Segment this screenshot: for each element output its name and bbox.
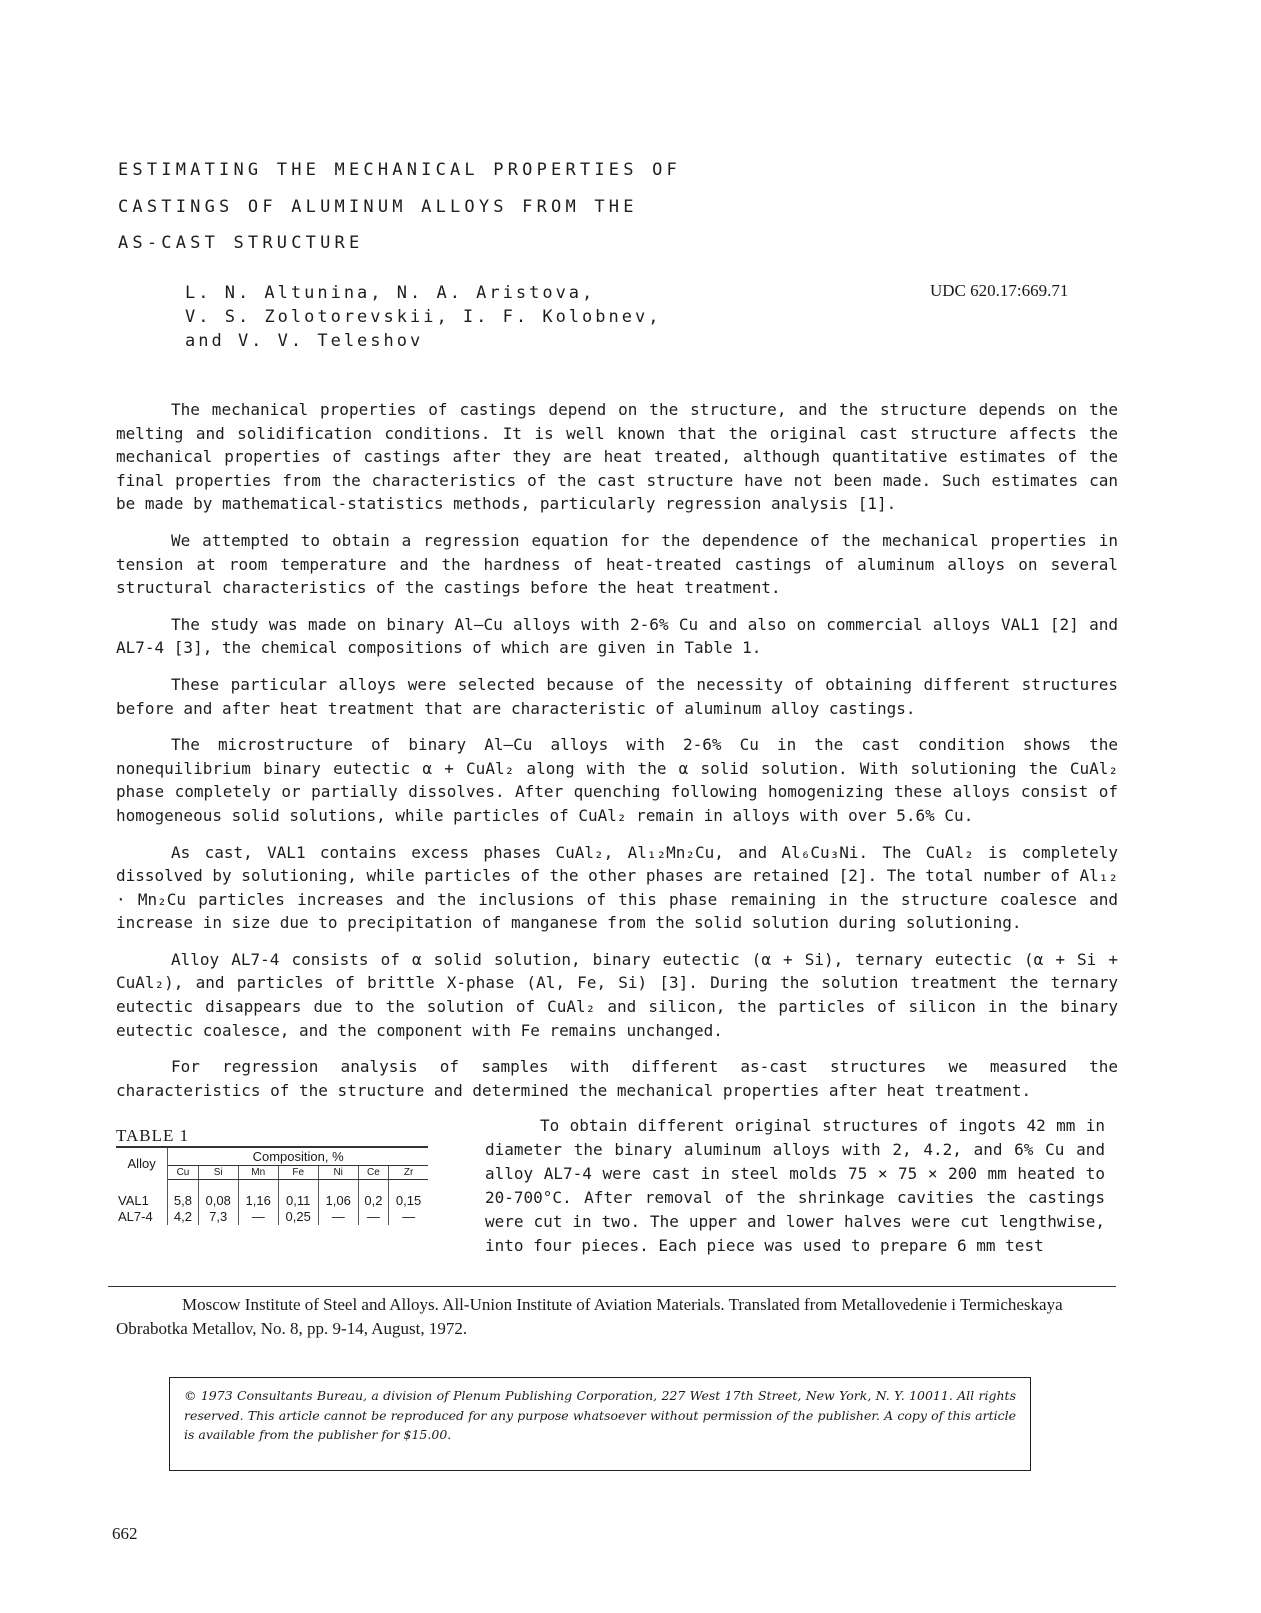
paragraph-7: Alloy AL7-4 consists of α solid solution, binary eutectic (α + Si), ternary eutectic (α + Si + CuAl₂), and particles of brittle X-phase (Al, Fe, Si) [3]. During the solution treatment the ternary eutectic disappears due to the solution of CuAl₂ and silicon, the particles of silicon in the binary eutectic coalesce, and the component with Fe remains unchanged.	[116, 949, 1118, 1040]
article-title-line-3: AS-CAST STRUCTURE	[118, 233, 364, 253]
table-1-label: TABLE 1	[116, 1126, 190, 1145]
table-row	[116, 1180, 428, 1210]
paragraph-5: The microstructure of binary Al–Cu alloys with 2-6% Cu in the cast condition shows the nonequilibrium binary eutectic α + CuAl₂ along with the α solid solution. With solutioning the CuAl₂ phase completely or partially dissolves. After quenching following homogenizing these alloys consist of homogeneous solid solutions, while particles of CuAl₂ remain in alloys with over 5.6% Cu.	[116, 735, 1118, 825]
paragraph-2: We attempted to obtain a regression equation for the dependence of the mechanical properties in tension at room temperature and the hardness of heat-treated castings of aluminum alloys on several structural characteristics of the castings before the heat treatment.	[116, 530, 1118, 598]
table-cell: 0,25	[278, 1209, 318, 1225]
table-header-element: Ce	[358, 1166, 388, 1180]
copyright-notice: © 1973 Consultants Bureau, a division of Plenum Publishing Corporation, 227 West 17th Street, New York, N. Y. 10011. All rights reserved. This article cannot be reproduced for any purpose whatsoever without permission of the publisher. A copy of this article is available from the publisher for $15.00.	[169, 1377, 1031, 1471]
paragraph-3: The study was made on binary Al–Cu alloys with 2-6% Cu and also on commercial alloys VAL1 [2] and AL7-4 [3], the chemical compositions of which are given in Table 1.	[116, 614, 1118, 658]
table-cell: —	[389, 1209, 428, 1225]
table-cell: 0,2	[358, 1180, 388, 1210]
table-header-element: Fe	[278, 1166, 318, 1180]
table-cell: 5,8	[168, 1180, 198, 1210]
table-header-element: Cu	[168, 1166, 198, 1180]
paragraph-4: These particular alloys were selected because of the necessity of obtaining different structures before and after heat treatment that are characteristic of aluminum alloy castings.	[116, 674, 1118, 718]
article-title-line-1: ESTIMATING THE MECHANICAL PROPERTIES OF	[118, 160, 681, 180]
footnote-divider	[108, 1286, 1116, 1287]
table-header-element: Si	[198, 1166, 238, 1180]
paragraph-6: As cast, VAL1 contains excess phases CuAl₂, Al₁₂Mn₂Cu, and Al₆Cu₃Ni. The CuAl₂ is completely dissolved by solutioning, while particles of the other phases are retained [2]. The total number of Al₁₂ · Mn₂Cu particles increases and the inclusions of this phase remaining in the structure coalesce and increase in size due to precipitation of manganese from the solid solution during solutioning.	[116, 842, 1118, 933]
article-body	[116, 398, 1118, 1115]
author-line-2: V. S. Zolotorevskii, I. F. Kolobnev,	[185, 307, 662, 327]
paragraph-1: The mechanical properties of castings depend on the structure, and the structure depends on the melting and solidification conditions. It is well known that the original cast structure affects the mechanical properties of castings after they are heat treated, although quantitative estimates of the final properties from the characteristics of the cast structure have not been made. Such estimates can be made by mathematical-statistics methods, particularly regression analysis [1].	[116, 400, 1118, 514]
udc-code: UDC 620.17:669.71	[930, 281, 1069, 300]
author-line-3: and V. V. Teleshov	[185, 331, 424, 351]
table-header-composition: Composition, %	[168, 1147, 428, 1166]
composition-table	[116, 1146, 428, 1225]
article-title-line-2: CASTINGS OF ALUMINUM ALLOYS FROM THE	[118, 197, 638, 217]
table-header-element: Mn	[238, 1166, 278, 1180]
table-header-element: Zr	[389, 1166, 428, 1180]
table-cell: 4,2	[168, 1209, 198, 1225]
table-cell-alloy: VAL1	[118, 1192, 149, 1208]
table-cell: —	[358, 1209, 388, 1225]
table-cell: 1,06	[318, 1180, 358, 1210]
affiliation-footnote: Moscow Institute of Steel and Alloys. All-Union Institute of Aviation Materials. Translated from Metallovedenie i Termicheskaya Obrabotka Metallov, No. 8, pp. 9-14, August, 1972.	[116, 1295, 1063, 1338]
table-cell: 0,11	[278, 1180, 318, 1210]
table-cell-alloy: AL7-4	[118, 1209, 153, 1224]
table-cell: —	[318, 1209, 358, 1225]
paragraph-9: To obtain different original structures of ingots 42 mm in diameter the binary aluminum alloys with 2, 4.2, and 6% Cu and alloy AL7-4 were cast in steel molds 75 × 75 × 200 mm heated to 20-700°C. After removal of the shrinkage cavities the castings were cut in two. The upper and lower halves were cut lengthwise, into four pieces. Each piece was used to prepare 6 mm test	[485, 1116, 1105, 1255]
author-list	[185, 281, 661, 353]
table-cell: —	[238, 1209, 278, 1225]
table-cell: 0,15	[389, 1180, 428, 1210]
author-line-1: L. N. Altunina, N. A. Aristova,	[185, 283, 596, 303]
table-header-alloy: Alloy	[116, 1147, 168, 1180]
table-row	[116, 1209, 428, 1225]
table-cell: 7,3	[198, 1209, 238, 1225]
page-number: 662	[112, 1524, 138, 1543]
table-cell: 1,16	[238, 1180, 278, 1210]
table-cell: 0,08	[198, 1180, 238, 1210]
paragraph-8: For regression analysis of samples with different as-cast structures we measured the characteristics of the structure and determined the mechanical properties after heat treatment.	[116, 1057, 1118, 1100]
table-header-element: Ni	[318, 1166, 358, 1180]
